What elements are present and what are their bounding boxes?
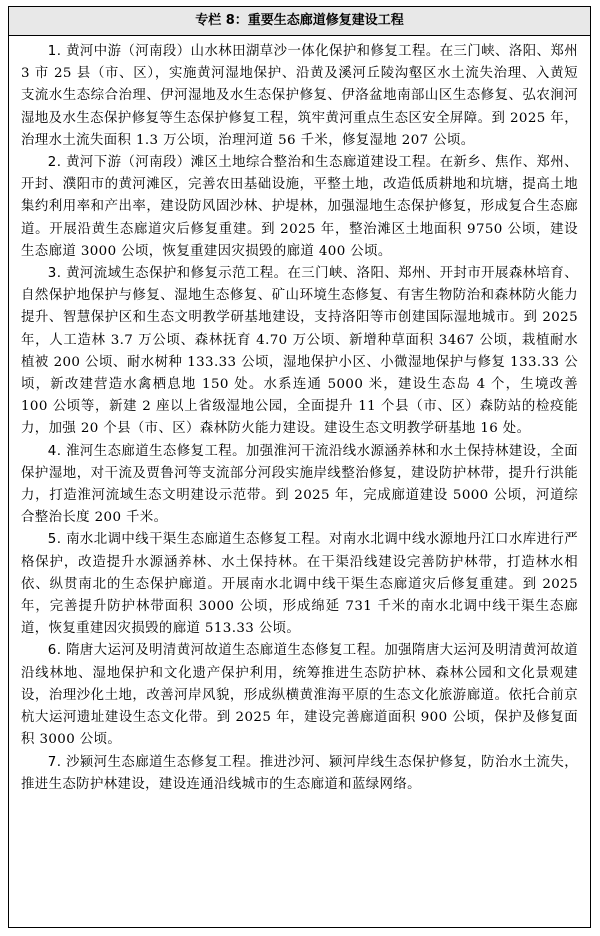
project-heading: 2. 黄河下游（河南段）滩区土地综合整治和生态廊道建设工程。 <box>47 155 440 171</box>
project-body: 在三门峡、洛阳、郑州、开封市开展森林培育、自然保护地保护与修复、湿地生态修复、矿山环境生态修复、有害生物防治和森林防火能力提升、智慧保护区和生态文明教学研基地建设，支持洛阳等市创建国际湿地城市。到 2025 年，人工造林 3.7 万公顷、森林抚育 4.70 万公顷、新增种草面积 3467 公顷，栽植耐水植被 200 公顷、耐水树种 133.33 公顷，湿地保护小区、小微湿地保护与修复 133.33 公顷，新改建营造水禽栖息地 150 处。水系连通 5000 米，建设生态岛 4 个，生境改善 100 公顷等，新建 2 座以上省级湿地公园，全面提升 11 个县（市、区）森防站的检疫能力，加强 20 个县（市、区）森林防火能力建设。建设生态文明教学研基地 16 处。 <box>21 266 578 437</box>
project-paragraph-3 <box>21 263 578 441</box>
column-content <box>9 36 590 796</box>
project-paragraph-5 <box>21 529 578 640</box>
project-body: 推进沙河、颍河岸线生态保护修复，防治水土流失，推进生态防护林建设，建设连通沿线城市的生态廊道和蓝绿网络。 <box>21 754 578 792</box>
project-paragraph-4 <box>21 441 578 530</box>
project-heading: 7. 沙颍河生态廊道生态修复工程。 <box>47 754 260 770</box>
project-heading: 4. 淮河生态廊道生态修复工程。 <box>47 443 246 459</box>
project-heading: 5. 南水北调中线干渠生态廊道生态修复工程。 <box>47 532 329 548</box>
project-paragraph-7 <box>21 752 578 796</box>
project-body: 加强淮河干流沿线水源涵养林和水土保持林建设，全面保护湿地，对干流及贾鲁河等支流部分河段实施岸线整治修复，建设防护林带，提升行洪能力，打造淮河流域生态文明建设示范带。到 2025 年，完成廊道建设 5000 公顷，河道综合整治长度 200 千米。 <box>21 443 578 526</box>
column-box <box>8 6 591 928</box>
project-body: 在新乡、焦作、郑州、开封、濮阳市的黄河滩区，完善农田基础设施，平整土地，改造低质耕地和坑塘，提高土地集约利用率和产出率，建设防风固沙林、护堤林，加强湿地生态保护修复，形成复合生态廊道。开展沿黄生态廊道灾后修复重建。到 2025 年，整治滩区土地面积 9750 公顷，建设生态廊道 3000 公顷，恢复重建因灾损毁的廊道 400 公顷。 <box>21 155 579 259</box>
project-paragraph-1 <box>21 41 578 152</box>
project-heading: 1. 黄河中游（河南段）山水林田湖草沙一体化保护和修复工程。 <box>47 44 440 59</box>
project-heading: 6. 隋唐大运河及明清黄河故道生态廊道生态修复工程。 <box>47 643 385 659</box>
column-title: 专栏 8：重要生态廊道修复建设工程 <box>9 7 590 36</box>
project-body: 加强隋唐大运河及明清黄河故道沿线林地、湿地保护和文化遗产保护利用，统筹推进生态防护林、森林公园和文化景观建设，治理沙化土地，改善河岸风貌，形成纵横黄淮海平原的生态文化旅游廊道。依托合前京杭大运河遗址建设生态文化带。到 2025 年，建设完善廊道面积 900 公顷，保护及修复面积 3000 公顷。 <box>21 643 578 748</box>
project-body: 对南水北调中线水源地丹江口水库进行严格保护，改造提升水源涵养林、水土保持林。在干渠沿线建设完善防护林带，打造林水相依、纵贯南北的生态保护廊道。开展南水北调中线干渠生态廊道灾后修复重建。到 2025 年，完善提升防护林带面积 3000 公顷，形成绵延 731 千米的南水北调中线干渠生态廊道，恢复重建因灾损毁的廊道 513.33 公顷。 <box>21 532 578 637</box>
project-heading: 3. 黄河流域生态保护和修复示范工程。 <box>47 266 288 282</box>
project-paragraph-2 <box>21 152 578 263</box>
project-paragraph-6 <box>21 640 578 751</box>
project-body: 在三门峡、洛阳、郑州 3 市 25 县（市、区），实施黄河湿地保护、沿黄及溪河丘陵沟壑区水土流失治理、入黄短支流水生态综合治理、伊河湿地及水生态保护修复、伊洛盆地南部山区生态修复、弘农涧河湿地及水生态保护修复等生态保护修复工程，筑牢黄河重点生态区安全屏障。到 2025 年，治理水土流失面积 1.3 万公顷，治理河道 56 千米，修复湿地 207 公顷。 <box>21 44 579 148</box>
